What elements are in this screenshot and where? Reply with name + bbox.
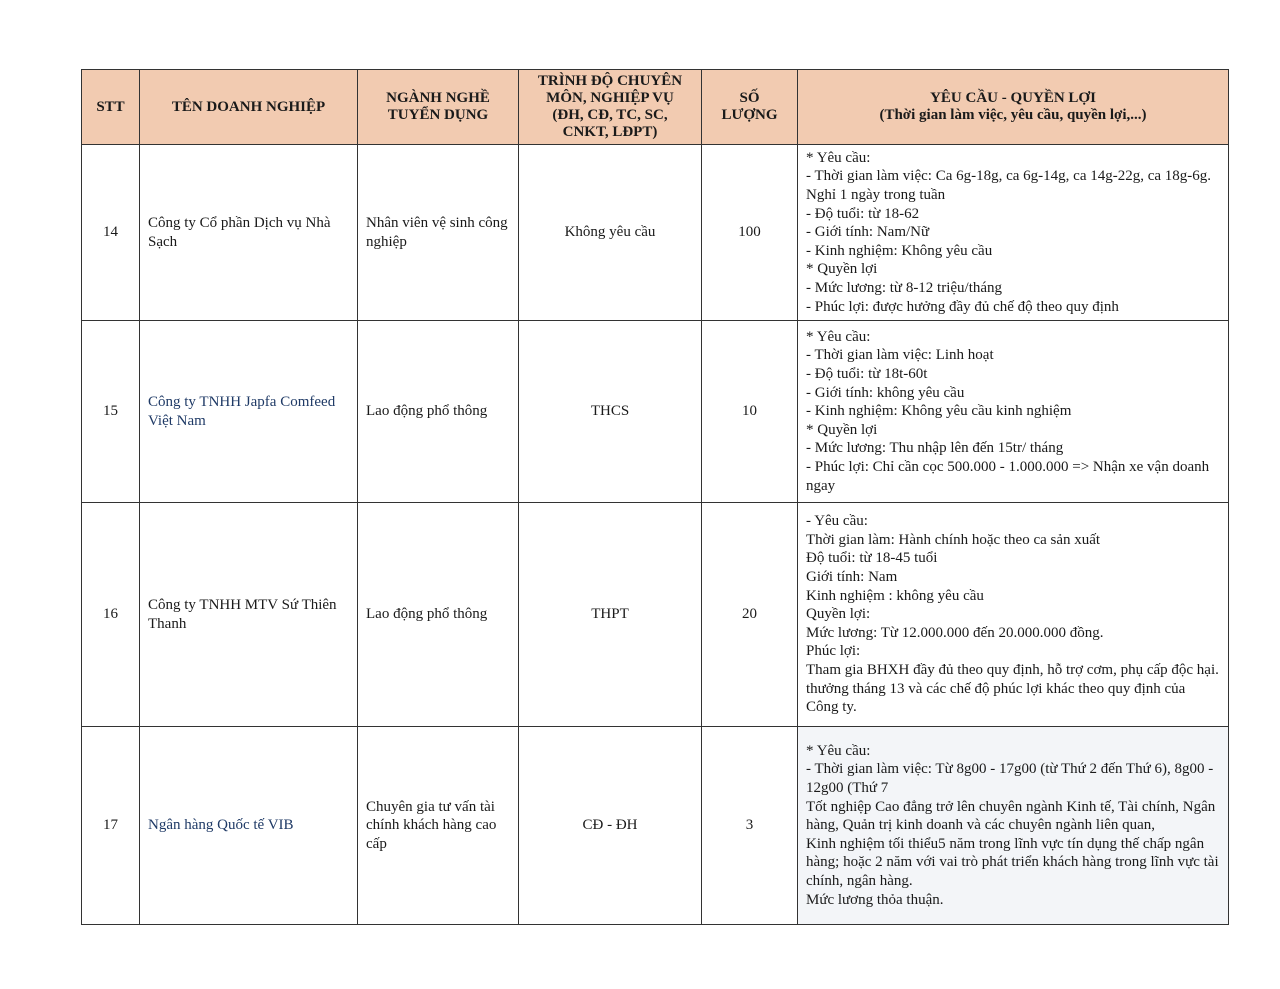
row-job: Lao động phổ thông: [358, 503, 519, 727]
row-stt: 17: [82, 727, 140, 925]
header-stt: STT: [82, 70, 140, 145]
table-row: [82, 727, 1229, 925]
row-company: Ngân hàng Quốc tế VIB: [140, 727, 358, 925]
row-level: THCS: [519, 321, 702, 503]
row-requirements: * Yêu cầu: - Thời gian làm việc: Linh hoạt - Độ tuổi: từ 18t-60t - Giới tính: không yêu cầu - Kinh nghiệm: Không yêu cầu kinh nghiệm * Quyền lợi - Mức lương: Thu nhập lên đến 15tr/ tháng - Phúc lợi: Chỉ cần cọc 500.000 - 1.000.000 => Nhận xe vận doanh ngay: [798, 321, 1229, 503]
header-company: TÊN DOANH NGHIỆP: [140, 70, 358, 145]
table-header-row: [82, 70, 1229, 145]
row-company: Công ty Cổ phần Dịch vụ Nhà Sạch: [140, 145, 358, 321]
header-quantity: SỐ LƯỢNG: [702, 70, 798, 145]
row-job: Chuyên gia tư vấn tài chính khách hàng cao cấp: [358, 727, 519, 925]
row-company: Công ty TNHH Japfa Comfeed Việt Nam: [140, 321, 358, 503]
row-quantity: 3: [702, 727, 798, 925]
row-level: Không yêu cầu: [519, 145, 702, 321]
row-stt: 16: [82, 503, 140, 727]
table-row: [82, 503, 1229, 727]
row-requirements: - Yêu cầu: Thời gian làm: Hành chính hoặc theo ca sản xuất Độ tuổi: từ 18-45 tuổi Giới tính: Nam Kinh nghiệm : không yêu cầu Quyền lợi: Mức lương: Từ 12.000.000 đến 20.000.000 đồng. Phúc lợi: Tham gia BHXH đầy đủ theo quy định, hỗ trợ cơm, phụ cấp độc hại. thưởng tháng 13 và các chế độ phúc lợi khác theo quy định của Công ty.: [798, 503, 1229, 727]
row-level: CĐ - ĐH: [519, 727, 702, 925]
row-company: Công ty TNHH MTV Sứ Thiên Thanh: [140, 503, 358, 727]
row-stt: 15: [82, 321, 140, 503]
row-stt: 14: [82, 145, 140, 321]
header-job: NGÀNH NGHỀ TUYỂN DỤNG: [358, 70, 519, 145]
row-job: Lao động phổ thông: [358, 321, 519, 503]
row-job: Nhân viên vệ sinh công nghiệp: [358, 145, 519, 321]
row-quantity: 20: [702, 503, 798, 727]
row-requirements: * Yêu cầu: - Thời gian làm việc: Từ 8g00 - 17g00 (từ Thứ 2 đến Thứ 6), 8g00 - 12g00 (Thứ 7 Tốt nghiệp Cao đẳng trở lên chuyên ngành Kinh tế, Tài chính, Ngân hàng, Quản trị kinh doanh và các chuyên ngành liên quan, Kinh nghiệm tối thiểu5 năm trong lĩnh vực tín dụng thế chấp ngân hàng; hoặc 2 năm với vai trò phát triển khách hàng trong lĩnh vực tài chính, ngân hàng. Mức lương thỏa thuận.: [798, 727, 1229, 925]
header-level: TRÌNH ĐỘ CHUYÊN MÔN, NGHIỆP VỤ (ĐH, CĐ, TC, SC, CNKT, LĐPT): [519, 70, 702, 145]
header-requirements: YÊU CẦU - QUYỀN LỢI (Thời gian làm việc, yêu cầu, quyền lợi,...): [798, 70, 1229, 145]
recruitment-table: [81, 69, 1229, 925]
table-row: [82, 145, 1229, 321]
row-level: THPT: [519, 503, 702, 727]
row-quantity: 100: [702, 145, 798, 321]
row-quantity: 10: [702, 321, 798, 503]
table-row: [82, 321, 1229, 503]
row-requirements: * Yêu cầu: - Thời gian làm việc: Ca 6g-18g, ca 6g-14g, ca 14g-22g, ca 18g-6g. Nghỉ 1 ngày trong tuần - Độ tuổi: từ 18-62 - Giới tính: Nam/Nữ - Kinh nghiệm: Không yêu cầu * Quyền lợi - Mức lương: từ 8-12 triệu/tháng - Phúc lợi: được hưởng đầy đủ chế độ theo quy định: [798, 145, 1229, 321]
